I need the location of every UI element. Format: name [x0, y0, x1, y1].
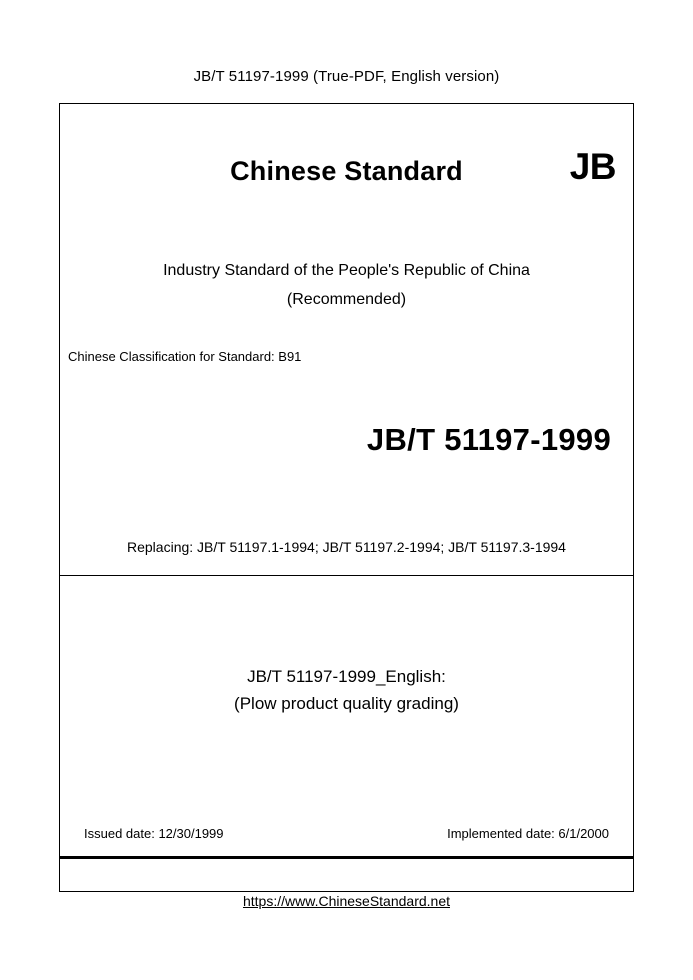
cover-frame [59, 103, 634, 892]
standard-number: JB/T 51197-1999 [366, 422, 611, 457]
english-title-line-1: JB/T 51197-1999_English: [247, 667, 446, 686]
cover-bottom-bar [60, 857, 633, 891]
cover-upper-section [60, 104, 633, 576]
dates-row [84, 826, 609, 841]
page-title: Chinese Standard [230, 156, 463, 186]
website-link[interactable]: https://www.ChineseStandard.net [242, 893, 450, 909]
english-title-line-2: (Plow product quality grading) [234, 694, 459, 713]
industry-standard-line-2: (Recommended) [286, 291, 407, 308]
english-title-block [60, 663, 633, 717]
replacing-label: Replacing: JB/T 51197.1-1994; JB/T 51197.2-1994; JB/T 51197.3-1994 [127, 539, 566, 555]
industry-standard-block [60, 256, 633, 314]
page-header-label: JB/T 51197-1999 (True-PDF, English version) [193, 68, 500, 85]
issued-date: Issued date: 12/30/1999 [84, 826, 224, 841]
implemented-date: Implemented date: 6/1/2000 [447, 826, 609, 841]
cover-middle-section [60, 576, 633, 857]
title-row [60, 104, 633, 204]
classification-label: Chinese Classification for Standard: B91 [68, 349, 302, 364]
footer [0, 893, 693, 909]
industry-standard-line-1: Industry Standard of the People's Republic of China [163, 262, 530, 279]
jb-logo: JB [569, 146, 616, 187]
